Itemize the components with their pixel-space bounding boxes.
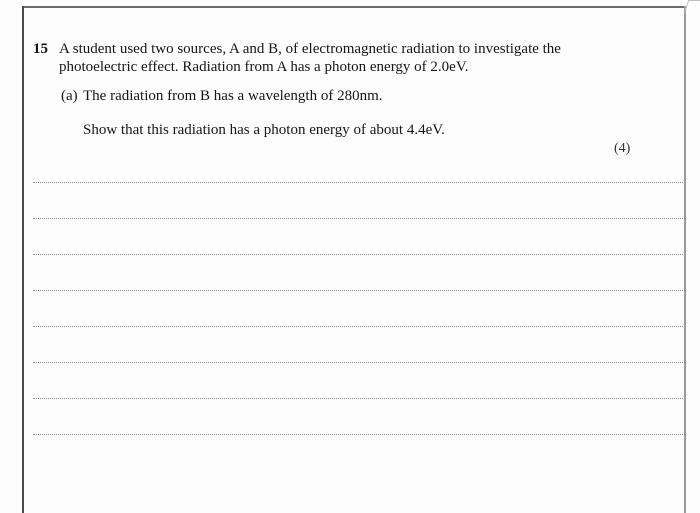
part-a-marks: (4) — [614, 141, 631, 156]
page-border-left — [22, 6, 24, 513]
answer-line[interactable] — [33, 290, 683, 291]
page-corner-mark — [684, 0, 700, 13]
part-a-instruction: Show that this radiation has a photon energy of about 4.4eV. — [83, 122, 445, 138]
question-intro-line-2: photoelectric effect. Radiation from A has a photon energy of 2.0eV. — [59, 59, 469, 75]
answer-line[interactable] — [33, 434, 683, 435]
answer-line[interactable] — [33, 398, 683, 399]
answer-line[interactable] — [33, 326, 683, 327]
answer-line[interactable] — [33, 218, 683, 219]
page-border-top — [22, 6, 684, 8]
answer-line[interactable] — [33, 362, 683, 363]
answer-line[interactable] — [33, 182, 683, 183]
question-number: 15 — [33, 41, 48, 57]
page-border-right — [684, 6, 686, 513]
part-a-label: (a) — [61, 88, 78, 104]
answer-line[interactable] — [33, 254, 683, 255]
question-intro-line-1: A student used two sources, A and B, of electromagnetic radiation to investigate the — [59, 41, 561, 57]
part-a-text: The radiation from B has a wavelength of 280nm. — [83, 88, 383, 104]
